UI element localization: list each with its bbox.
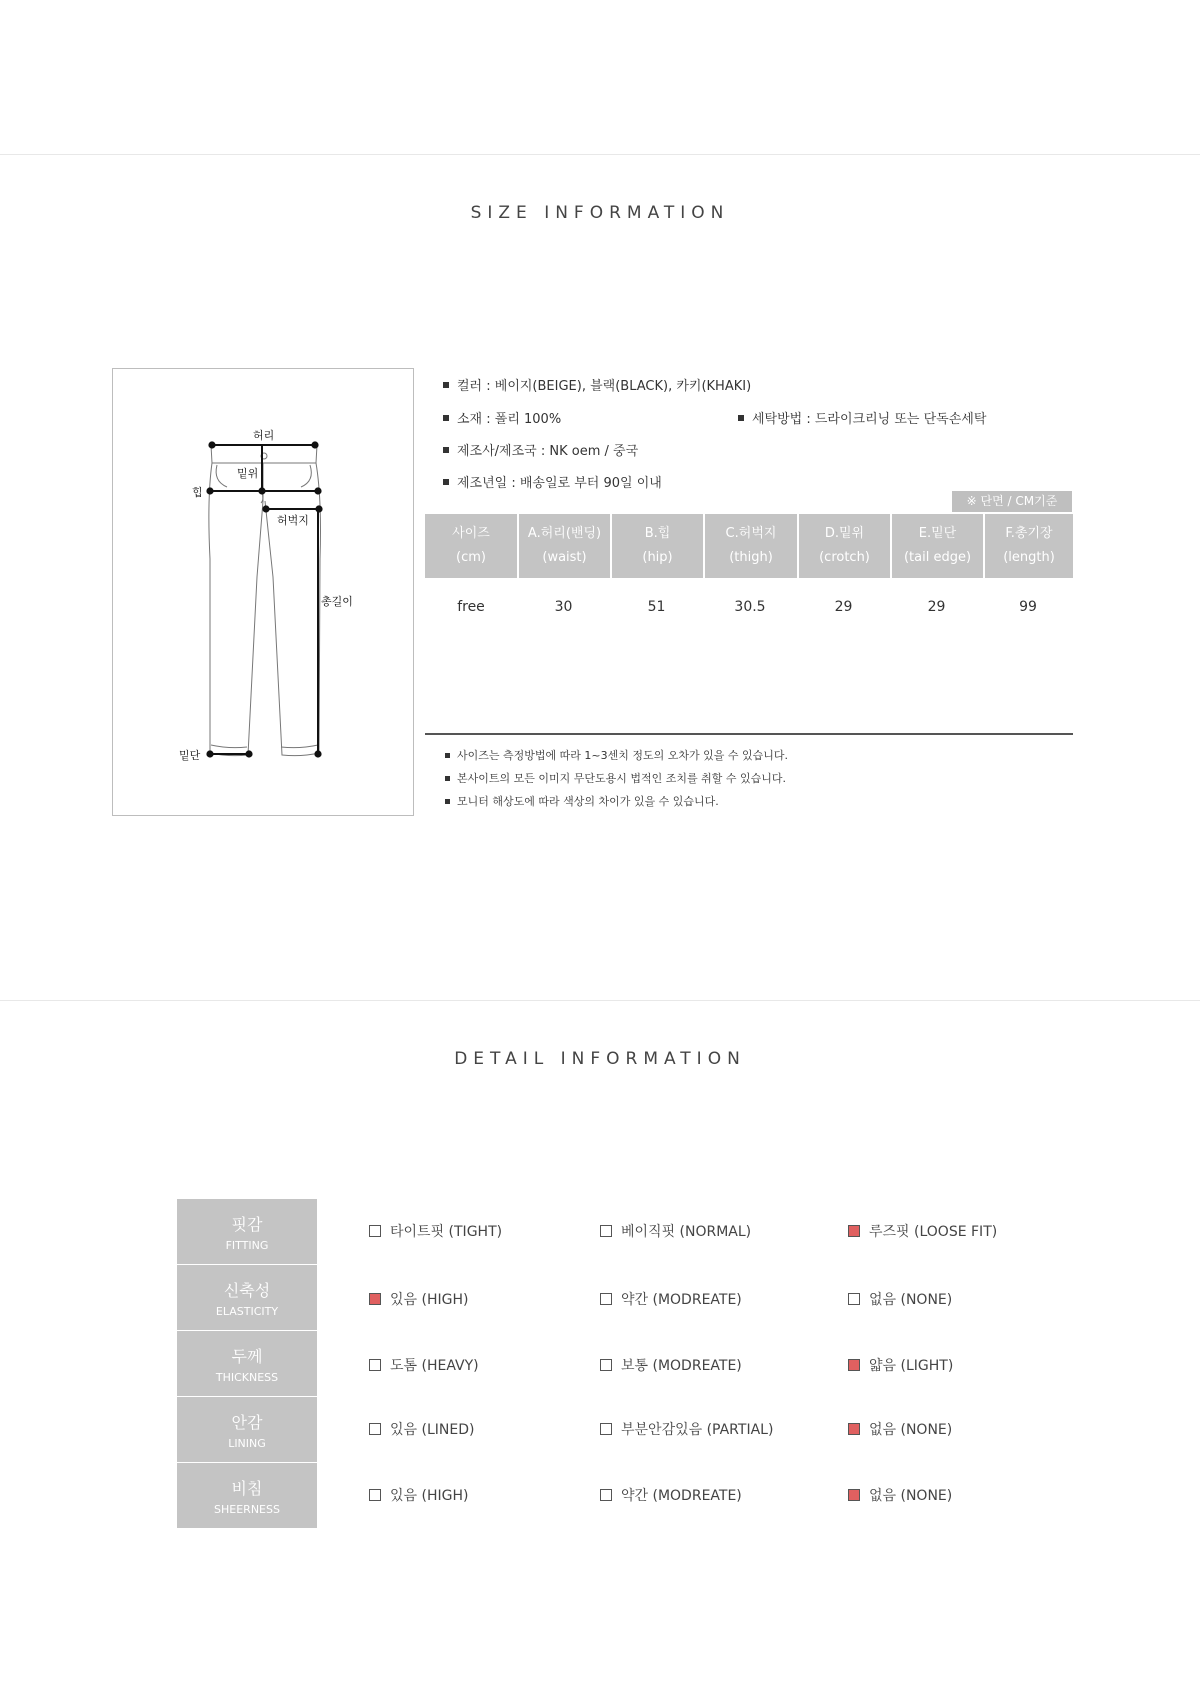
header-hip: B.힙 (hip) <box>610 514 703 578</box>
detail-row-elasticity <box>177 1265 1077 1330</box>
diagram-label-length: 총길이 <box>321 595 353 608</box>
checkbox-icon[interactable] <box>369 1225 381 1237</box>
checkbox-icon[interactable] <box>848 1489 860 1501</box>
header-crotch: D.밑위 (crotch) <box>797 514 890 578</box>
option[interactable]: 있음 (HIGH) <box>369 1485 468 1505</box>
size-diagram <box>112 368 414 816</box>
checkbox-icon[interactable] <box>369 1293 381 1305</box>
option[interactable]: 있음 (LINED) <box>369 1419 474 1439</box>
checkbox-icon[interactable] <box>848 1423 860 1435</box>
table-row <box>425 578 1073 636</box>
checkbox-icon[interactable] <box>600 1489 612 1501</box>
checkbox-icon[interactable] <box>369 1489 381 1501</box>
detail-row-thickness <box>177 1331 1077 1396</box>
diagram-label-crotch: 밑위 <box>237 467 259 480</box>
option[interactable]: 도톰 (HEAVY) <box>369 1355 479 1375</box>
header-thigh: C.허벅지 (thigh) <box>703 514 797 578</box>
cell-tail-edge: 29 <box>927 599 946 615</box>
option[interactable]: 보통 (MODREATE) <box>600 1355 742 1375</box>
checkbox-icon[interactable] <box>848 1225 860 1237</box>
middle-divider <box>0 1000 1200 1001</box>
checkbox-icon[interactable] <box>369 1359 381 1371</box>
bullet-icon <box>445 776 450 781</box>
detail-row-header: 안감 LINING <box>177 1397 317 1462</box>
info-date <box>443 472 662 491</box>
checkbox-icon[interactable] <box>369 1423 381 1435</box>
size-table <box>425 514 1073 636</box>
option[interactable]: 없음 (NONE) <box>848 1485 952 1505</box>
info-material-text: 소재 : 폴리 100% <box>457 412 562 427</box>
info-maker-text: 제조사/제조국 : NK oem / 중국 <box>457 444 639 459</box>
bullet-icon <box>738 415 744 421</box>
bullet-icon <box>445 799 450 804</box>
bullet-icon <box>443 479 449 485</box>
option[interactable]: 베이직핏 (NORMAL) <box>600 1221 751 1241</box>
diagram-label-hem: 밑단 <box>179 749 201 762</box>
note-item: 모니터 해상도에 따라 색상의 차이가 있을 수 있습니다. <box>445 793 719 809</box>
size-section-title: SIZE INFORMATION <box>470 203 730 223</box>
info-color <box>443 375 751 394</box>
info-maker <box>443 440 638 459</box>
checkbox-icon[interactable] <box>848 1293 860 1305</box>
option[interactable]: 약간 (MODREATE) <box>600 1289 742 1309</box>
option[interactable]: 없음 (NONE) <box>848 1419 952 1439</box>
diagram-label-waist: 허리 <box>253 429 275 442</box>
cell-size: free <box>457 599 485 615</box>
header-size: 사이즈 (cm) <box>425 514 517 578</box>
note-item: 사이즈는 측정방법에 따라 1~3센치 정도의 오차가 있을 수 있습니다. <box>445 747 788 763</box>
cell-hip: 51 <box>647 599 666 615</box>
bullet-icon <box>443 382 449 388</box>
header-length: F.총기장 (length) <box>983 514 1073 578</box>
cell-thigh: 30.5 <box>734 599 766 615</box>
diagram-label-thigh: 허벅지 <box>277 514 309 527</box>
info-washing <box>738 408 986 427</box>
checkbox-icon[interactable] <box>600 1359 612 1371</box>
detail-row-header: 두께 THICKNESS <box>177 1331 317 1396</box>
table-bottom-rule <box>425 733 1073 735</box>
option[interactable]: 약간 (MODREATE) <box>600 1485 742 1505</box>
option[interactable]: 있음 (HIGH) <box>369 1289 468 1309</box>
option[interactable]: 루즈핏 (LOOSE FIT) <box>848 1221 997 1241</box>
top-divider <box>0 154 1200 155</box>
info-washing-text: 세탁방법 : 드라이크리닝 또는 단독손세탁 <box>752 412 987 427</box>
bullet-icon <box>443 447 449 453</box>
size-table-header-row <box>425 514 1073 578</box>
detail-row-header: 비침 SHEERNESS <box>177 1463 317 1528</box>
option[interactable]: 얇음 (LIGHT) <box>848 1355 953 1375</box>
info-color-text: 컬러 : 베이지(BEIGE), 블랙(BLACK), 카키(KHAKI) <box>457 379 752 394</box>
info-date-text: 제조년일 : 배송일로 부터 90일 이내 <box>457 476 662 491</box>
header-tail-edge: E.밑단 (tail edge) <box>890 514 983 578</box>
bullet-icon <box>445 753 450 758</box>
detail-row-header: 신축성 ELASTICITY <box>177 1265 317 1330</box>
cell-length: 99 <box>1019 599 1037 615</box>
unit-tag: ※ 단면 / CM기준 <box>952 491 1072 512</box>
option[interactable]: 부분안감있음 (PARTIAL) <box>600 1419 773 1439</box>
diagram-label-hip: 힙 <box>192 486 203 499</box>
checkbox-icon[interactable] <box>848 1359 860 1371</box>
header-waist: A.허리(밴딩) (waist) <box>517 514 610 578</box>
detail-row-lining <box>177 1397 1077 1462</box>
cell-crotch: 29 <box>834 599 853 615</box>
note-item: 본사이트의 모든 이미지 무단도용시 법적인 조치를 취할 수 있습니다. <box>445 770 786 786</box>
checkbox-icon[interactable] <box>600 1423 612 1435</box>
bullet-icon <box>443 415 449 421</box>
detail-row-header: 핏감 FITTING <box>177 1199 317 1264</box>
detail-row-fitting <box>177 1199 1077 1264</box>
option[interactable]: 없음 (NONE) <box>848 1289 952 1309</box>
cell-waist: 30 <box>554 599 573 615</box>
detail-row-sheerness <box>177 1463 1077 1528</box>
checkbox-icon[interactable] <box>600 1293 612 1305</box>
checkbox-icon[interactable] <box>600 1225 612 1237</box>
info-material <box>443 408 561 427</box>
option[interactable]: 타이트핏 (TIGHT) <box>369 1221 502 1241</box>
detail-section-title: DETAIL INFORMATION <box>454 1049 746 1069</box>
